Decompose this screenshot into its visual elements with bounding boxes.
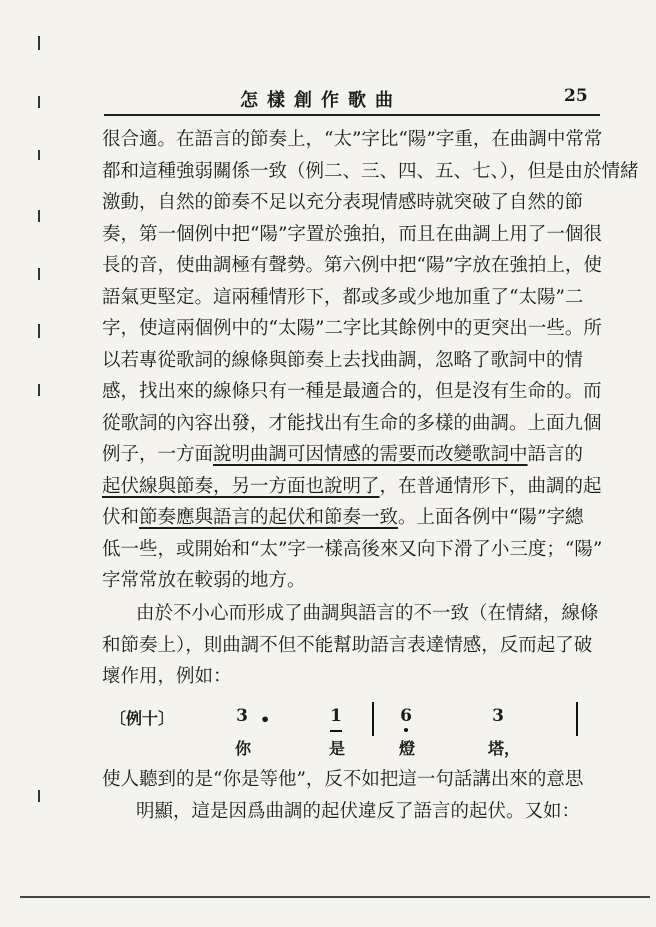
text-segment: ，在普通情形下，曲調的起 bbox=[379, 475, 602, 497]
text-line: 奏，第一個例中把“陽”字置於強拍，而且在曲調上用了一個很 bbox=[102, 223, 602, 245]
text-line: 壞作用，例如： bbox=[102, 666, 232, 687]
lyric: 是 bbox=[328, 739, 345, 758]
example-label: 〔例十〕 bbox=[110, 709, 175, 728]
note: 3 bbox=[492, 706, 504, 726]
text-line: 字常常放在較弱的地方。 bbox=[102, 570, 306, 591]
text-line: 以若專從歌詞的線條與節奏上去找曲調，忽略了歌詞中的情 bbox=[102, 349, 584, 371]
text-line: 和節奏上），則曲調不但不能幫助語言表達情感，反而起了破 bbox=[102, 634, 593, 656]
underlined-text: 起伏線與節奏，另一方面也說明了 bbox=[102, 475, 380, 497]
margin-mark bbox=[38, 790, 40, 802]
margin-mark bbox=[38, 150, 40, 160]
text-line bbox=[102, 471, 602, 503]
text-line: 語氣更堅定。這兩種情形下，都或多或少地加重了“太陽”二 bbox=[102, 286, 584, 308]
underlined-text: 說明曲調可因情感的需要而改變歌詞中 bbox=[213, 444, 528, 465]
margin-mark bbox=[38, 210, 40, 222]
page-number: 25 bbox=[564, 86, 588, 106]
text-line: 低一些，或開始和“太”字一樣高後來又向下滑了小三度；“陽” bbox=[102, 538, 603, 560]
text-line: 字，使這兩個例中的“太陽”二字比其餘例中的更突出一些。所 bbox=[102, 318, 602, 339]
text-line bbox=[102, 502, 602, 534]
paragraph-2 bbox=[102, 598, 602, 693]
lyric: 塔， bbox=[488, 739, 521, 758]
margin-mark bbox=[38, 268, 40, 280]
music-example-10 bbox=[110, 702, 600, 762]
margin-mark bbox=[38, 324, 40, 338]
text-segment: 例子，一方面 bbox=[102, 444, 214, 465]
augmentation-dot: • bbox=[260, 710, 271, 729]
note: 6 bbox=[400, 706, 412, 726]
barline bbox=[576, 702, 578, 736]
lyric: 燈 bbox=[398, 739, 415, 758]
running-header-title: 怎樣創作歌曲 bbox=[240, 90, 402, 111]
lyric: 你 bbox=[234, 739, 251, 758]
page-bottom-edge bbox=[20, 896, 650, 898]
barline bbox=[372, 702, 374, 736]
text-line bbox=[102, 439, 602, 471]
text-line: 長的音，使曲調極有聲勢。第六例中把“陽”字放在強拍上，使 bbox=[102, 255, 602, 276]
paragraph-3 bbox=[102, 764, 602, 827]
underlined-text: 節奏應與語言的起伏和節奏一致 bbox=[139, 507, 399, 528]
lower-octave-dot bbox=[404, 728, 408, 732]
text-line: 由於不小心而形成了曲調與語言的不一致（在情緒，線條 bbox=[136, 603, 599, 624]
text-line: 很合適。在語言的節奏上，“太”字比“陽”字重，在曲調中常常 bbox=[102, 129, 603, 150]
text-line: 明顯，這是因爲曲調的起伏違反了語言的起伏。又如： bbox=[136, 800, 581, 822]
text-line: 感，找出來的線條只有一種是最適合的，但是沒有生命的。而 bbox=[102, 381, 602, 402]
text-line: 都和這種強弱關係一致（例二、三、四、五、七、），但是由於情緒 bbox=[102, 160, 639, 182]
text-segment: 。上面各例中“陽”字總 bbox=[398, 507, 584, 528]
text-line: 從歌詞的內容出發，才能找出有生命的多樣的曲調。上面九個 bbox=[102, 412, 602, 434]
text-segment: 語言的 bbox=[527, 444, 584, 465]
paragraph-1 bbox=[102, 124, 639, 597]
margin-mark bbox=[38, 36, 40, 50]
text-line: 激動，自然的節奏不足以充分表現情感時就突破了自然的節 bbox=[102, 192, 584, 213]
note: 3 bbox=[236, 706, 248, 726]
text-segment: 伏和 bbox=[102, 507, 140, 528]
eighth-underline bbox=[330, 730, 342, 732]
note: 1 bbox=[330, 706, 342, 726]
margin-mark bbox=[38, 96, 40, 108]
text-line: 使人聽到的是“你是等他”，反不如把這一句話講出來的意思 bbox=[102, 769, 584, 790]
header-rule bbox=[104, 114, 600, 116]
margin-mark bbox=[38, 384, 40, 396]
